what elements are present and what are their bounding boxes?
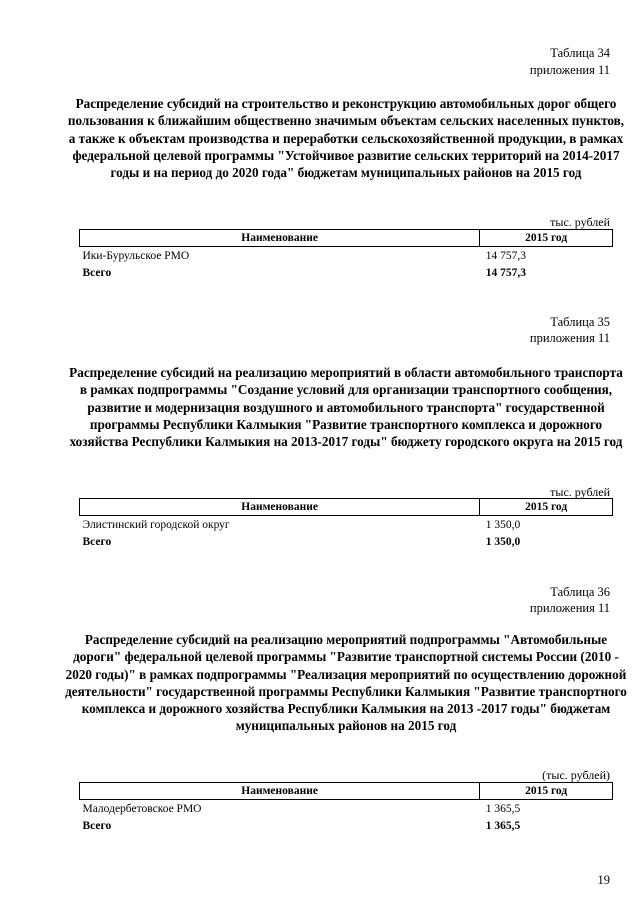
table-title: Распределение субсидий на реализацию мероприятий в области автомобильного транспорта в рамках подпрограммы "Создание условий для организации транспортного сообщения, развитие и модернизация воздушного и автомобильного транспорта" государственной программы Республики Калмыкия "Развитие транспортного комплекса и дорожного хозяйства Республики Калмыкия на 2013-2017 годы" бюджету городского округа на 2015 год	[69, 365, 623, 450]
row-name: Ики-Бурульское РМО	[82, 249, 190, 262]
appendix-label: приложения 11	[529, 601, 610, 615]
table-header-row	[80, 783, 613, 800]
row-name: Элистинский городской округ	[82, 518, 230, 531]
column-header-year: 2015 год	[480, 499, 613, 516]
appendix-label: приложения 11	[529, 331, 610, 345]
total-value: 14 757,3	[485, 266, 526, 279]
table-title: Распределение субсидий на строительство и реконструкцию автомобильных дорог общего пользования к ближайшим общественно значимым объектам сельских населенных пунктов, а также к объектам производства и переработки сельскохозяйственной продукции, в рамках федеральной целевой программы "Устойчивое развитие сельских территорий на 2014-2017 годы и на период до 2020 года" бюджетам муниципальных районов на 2015 год	[67, 96, 625, 181]
data-table	[79, 782, 613, 834]
row-value: 1 365,5	[485, 802, 521, 815]
row-value: 14 757,3	[485, 249, 526, 262]
column-header-name: Наименование	[80, 230, 480, 247]
table-number: Таблица 34	[550, 46, 610, 60]
table-header-row	[80, 499, 613, 516]
total-row	[80, 533, 613, 550]
total-label: Всего	[82, 535, 112, 548]
unit-label: (тыс. рублей)	[542, 768, 610, 782]
total-label: Всего	[82, 266, 112, 279]
table-row	[80, 800, 613, 818]
page-number: 19	[597, 873, 610, 887]
total-value: 1 350,0	[485, 535, 521, 548]
column-header-name: Наименование	[80, 783, 480, 800]
total-row	[80, 817, 613, 834]
table-number: Таблица 36	[550, 585, 610, 599]
total-value: 1 365,5	[485, 819, 521, 832]
data-table	[79, 498, 613, 550]
unit-label: тыс. рублей	[550, 215, 610, 229]
row-value: 1 350,0	[485, 518, 521, 531]
appendix-label: приложения 11	[529, 63, 610, 77]
table-row	[80, 247, 613, 265]
data-table	[79, 229, 613, 281]
total-row	[80, 264, 613, 281]
column-header-name: Наименование	[80, 499, 480, 516]
table-number: Таблица 35	[550, 315, 610, 329]
column-header-year: 2015 год	[480, 783, 613, 800]
unit-label: тыс. рублей	[550, 485, 610, 499]
row-name: Малодербетовское РМО	[82, 802, 202, 815]
table-title: Распределение субсидий на реализацию мероприятий подпрограммы "Автомобильные дороги" федеральной целевой программы "Развитие транспортной системы России (2010 - 2020 годы)" в рамках подпрограммы "Реализация мероприятий по осуществлению дорожной деятельности" государственной программы Республики Калмыкия "Развитие транспортного комплекса и дорожного хозяйства Республики Калмыкия на 2013 -2017 годы" бюджетам муниципальных районов на 2015 год	[65, 632, 627, 734]
table-header-row	[80, 230, 613, 247]
total-label: Всего	[82, 819, 112, 832]
column-header-year: 2015 год	[480, 230, 613, 247]
table-row	[80, 516, 613, 534]
